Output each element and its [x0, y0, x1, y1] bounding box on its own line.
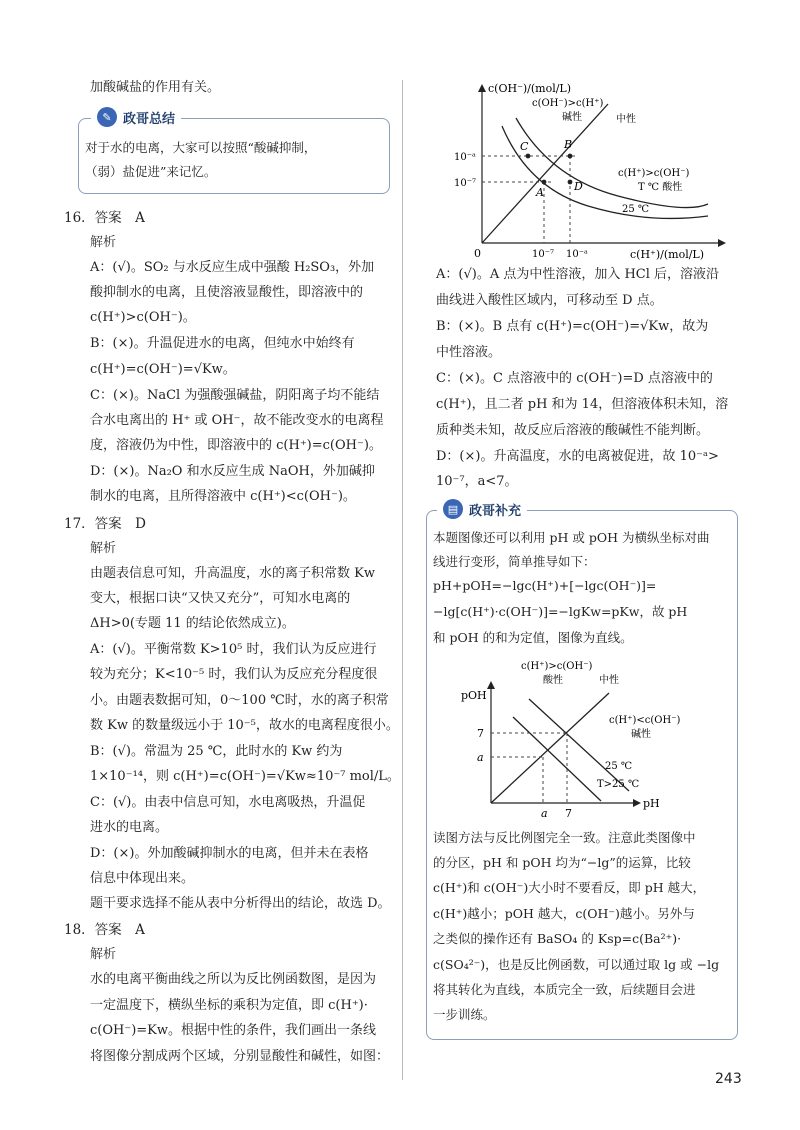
q16-line: 制水的电离，且所得溶液中 c(H⁺)<c(OH⁻)。 — [90, 489, 356, 504]
point-b — [568, 154, 573, 159]
xtick-a: a — [541, 807, 548, 820]
q17-line: A：(√)。平衡常数 K>10⁵ 时，我们认为反应进行 — [90, 642, 377, 657]
y-axis-arrow — [487, 681, 495, 689]
q17-line: 数 Kw 的数量级远小于 10⁻⁵，故水的电离程度很小。 — [90, 718, 399, 733]
x-axis-label: pH — [643, 797, 660, 810]
q16-line: C：(×)。NaCl 为强酸强碱盐，阴阳离子均不能结 — [90, 388, 380, 403]
q18-line: c(OH⁻)=Kw。根据中性的条件，我们画出一条线 — [90, 1023, 377, 1038]
origin-label: 0 — [474, 247, 481, 260]
label-b: B — [564, 138, 573, 151]
ph-poh-graph — [459, 657, 719, 820]
supplement-title: 政哥补充 — [469, 503, 522, 519]
supplement-line: 一步训练。 — [433, 1007, 496, 1022]
supplement-box — [426, 502, 738, 1040]
label-acid-1: c(H⁺)>c(OH⁻) — [521, 661, 593, 672]
q16-header: 16．答案 A — [64, 210, 145, 226]
q18-answer-line: D：(×)。升高温度，水的电离被促进，故 10⁻ᵃ> — [436, 449, 719, 464]
x-axis-arrow — [718, 239, 726, 247]
q17-line: 较为充分；K<10⁻⁵ 时，我们认为反应充分程度很 — [90, 667, 378, 682]
supplement-tag — [437, 499, 527, 519]
supplement-line: c(H⁺)和 c(OH⁻)大小时不要看反，即 pH 越大， — [433, 880, 706, 895]
x-axis-arrow — [633, 799, 641, 807]
supplement-line: 将其转化为直线，本质完全一致，后续题目会进 — [433, 982, 696, 997]
label-acid-2: T ℃ 酸性 — [638, 182, 683, 193]
y-axis-arrow — [478, 84, 486, 92]
ionization-curve-graph — [454, 78, 738, 263]
q18-answer-line: A：(√)。A 点为中性溶液，加入 HCl 后，溶液沿 — [436, 267, 720, 282]
supplement-line: 线进行变形，简单推导如下： — [433, 554, 596, 569]
q16-line: 酸抑制水的电离，且使溶液显酸性，即溶液中的 — [90, 285, 364, 300]
q16-line: c(H⁺)=c(OH⁻)=√Kw。 — [90, 362, 236, 377]
y-axis-label: pOH — [461, 689, 487, 702]
q18-line: 将图像分割成两个区域，分别显酸性和碱性，如图： — [90, 1049, 390, 1064]
line-25c — [529, 699, 629, 791]
q18-answer-line: c(H⁺)，且二者 pH 和为 14，但溶液体积未知，溶 — [436, 397, 729, 412]
q17-line: 信息中体现出来。 — [90, 871, 195, 886]
column-divider — [402, 80, 403, 1080]
t-curve — [516, 118, 708, 208]
label-acid-1: c(H⁺)>c(OH⁻) — [618, 168, 690, 179]
q16-jiexi: 解析 — [90, 235, 117, 250]
q18-header: 18．答案 A — [64, 922, 145, 938]
label-25c: 25 ℃ — [605, 761, 633, 772]
label-basic-2: 碱性 — [631, 729, 651, 740]
neutral-line — [491, 693, 609, 803]
q17-line: 进水的电离。 — [90, 820, 169, 835]
xtick-a: 10⁻ᵃ — [566, 249, 588, 260]
label-d: D — [574, 180, 583, 193]
supplement-line: 之类似的操作还有 BaSO₄ 的 Ksp=c(Ba²⁺)· — [433, 931, 682, 946]
q17-header: 17．答案 D — [64, 516, 147, 532]
q18-line: 水的电离平衡曲线之所以为反比例函数图，是因为 — [90, 972, 377, 987]
q16-line: B：(×)。升温促进水的电离，但纯水中始终有 — [90, 336, 355, 351]
y-axis-label: c(OH⁻)/(mol/L) — [488, 82, 572, 95]
point-a — [542, 180, 547, 185]
supplement-line: 和 pOH 的和为定值，图像为直线。 — [433, 630, 633, 645]
summary-tag — [91, 107, 181, 127]
point-c — [526, 154, 531, 159]
intro-text: 加酸碱盐的作用有关。 — [90, 80, 221, 95]
summary-title: 政哥总结 — [123, 111, 176, 127]
pencil-icon: ✎ — [97, 107, 117, 127]
q17-line: D：(×)。外加酸碱抑制水的电离，但并未在表格 — [90, 846, 369, 861]
supplement-line: 的分区，pH 和 pOH 均为“−lg”的运算，比较 — [433, 855, 691, 870]
label-neutral: 中性 — [599, 675, 619, 686]
ytick-7: 7 — [477, 727, 484, 740]
label-neutral: 中性 — [616, 114, 636, 125]
q17-line: 变大，根据口诀“又快又充分”，可知水电离的 — [90, 591, 351, 606]
q17-line: 由题表信息可知，升高温度，水的离子积常数 Kw — [90, 566, 375, 581]
q16-line: 度，溶液仍为中性，即溶液中的 c(H⁺)=c(OH⁻)。 — [90, 438, 382, 453]
q18-answer-line: 中性溶液。 — [436, 345, 502, 360]
label-c: C — [520, 140, 529, 153]
q18-answer-line: 10⁻⁷，a<7。 — [436, 474, 518, 489]
label-t: T>25 ℃ — [597, 779, 640, 790]
label-basic-1: c(H⁺)<c(OH⁻) — [609, 715, 681, 726]
q17-line: C：(√)。由表中信息可知，水电离吸热，升温促 — [90, 795, 366, 810]
q17-line: ΔH>0(专题 11 的结论依然成立)。 — [90, 616, 295, 631]
ytick-a: 10⁻ᵃ — [454, 152, 476, 163]
point-d — [568, 180, 573, 185]
q17-line: 小。由题表数据可知，0～100 ℃时，水的离子积常 — [90, 693, 389, 708]
q18-answer-line: 质种类未知，故反应后溶液的酸碱性不能判断。 — [436, 423, 710, 438]
label-a: A — [536, 186, 544, 199]
supplement-line: c(SO₄²⁻)，也是反比例函数，可以通过取 lg 或 −lg — [433, 957, 720, 972]
q18-answer-line: B：(×)。B 点有 c(H⁺)=c(OH⁻)=√Kw，故为 — [436, 319, 709, 334]
q16-line: A：(√)。SO₂ 与水反应生成中强酸 H₂SO₃，外加 — [90, 260, 375, 275]
xtick-7: 10⁻⁷ — [532, 249, 555, 260]
label-acid-2: 酸性 — [543, 675, 563, 686]
q18-answer-line: 曲线进入酸性区域内，可移动至 D 点。 — [436, 293, 663, 308]
supplement-line: 读图方法与反比例图完全一致。注意此类图像中 — [433, 830, 696, 845]
ytick-a: a — [477, 751, 484, 764]
supplement-line: pH+pOH=−lgc(H⁺)+[−lgc(OH⁻)]= — [433, 578, 657, 593]
q16-line: c(H⁺)>c(OH⁻)。 — [90, 310, 196, 325]
supplement-line: c(H⁺)越小；pOH 越大，c(OH⁻)越小。另外与 — [433, 906, 695, 921]
label-basic-2: 碱性 — [562, 112, 582, 123]
summary-box — [78, 110, 390, 194]
xtick-7: 7 — [565, 807, 572, 820]
q17-line: 题干要求选择不能从表中分析得出的结论，故选 D。 — [90, 896, 391, 911]
q16-line: 合水电离出的 H⁺ 或 OH⁻，故不能改变水的电离程 — [90, 413, 384, 428]
q17-jiexi: 解析 — [90, 541, 117, 556]
book-icon: ▤ — [443, 499, 463, 519]
label-basic-1: c(OH⁻)>c(H⁺) — [532, 98, 604, 109]
q17-line: 1×10⁻¹⁴，则 c(H⁺)=c(OH⁻)=√Kw≈10⁻⁷ mol/L。 — [90, 769, 400, 784]
x-axis-label: c(H⁺)/(mol/L) — [630, 248, 705, 261]
q18-answer-line: C：(×)。C 点溶液中的 c(OH⁻)=D 点溶液中的 — [436, 371, 713, 386]
summary-line: （弱）盐促进”来记忆。 — [85, 164, 217, 179]
q18-jiexi: 解析 — [90, 947, 117, 962]
ytick-7: 10⁻⁷ — [454, 178, 477, 189]
page-number: 243 — [715, 1071, 742, 1087]
label-25c: 25 ℃ — [622, 204, 650, 215]
summary-line: 对于水的电离，大家可以按照“酸碱抑制， — [85, 140, 317, 155]
line-t — [513, 717, 601, 801]
q16-line: D：(×)。Na₂O 和水反应生成 NaOH，外加碱抑 — [90, 464, 375, 479]
q18-line: 一定温度下，横纵坐标的乘积为定值，即 c(H⁺)· — [90, 998, 368, 1013]
supplement-line: −lg[c(H⁺)·c(OH⁻)]=−lgKw=pKw，故 pH — [433, 604, 688, 619]
q17-line: B：(√)。常温为 25 ℃，此时水的 Kw 约为 — [90, 744, 343, 759]
supplement-line: 本题图像还可以利用 pH 或 pOH 为横纵坐标对曲 — [433, 530, 710, 545]
neutral-line — [482, 104, 608, 243]
